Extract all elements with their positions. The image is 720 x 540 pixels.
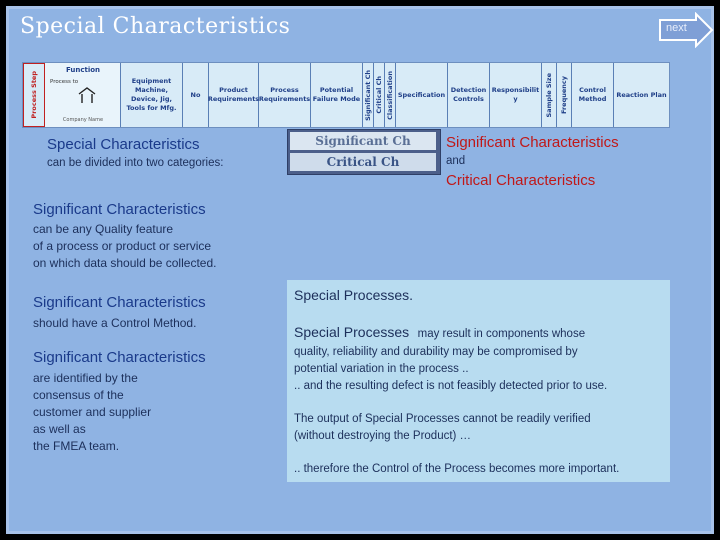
frequency-column <box>557 63 572 127</box>
block2-line1: should have a Control Method. <box>33 316 197 330</box>
sample-size-label: Sample Size <box>544 72 553 118</box>
sig-ch-label: Significant Ch <box>363 69 372 121</box>
process-requirements-column: Process Requirements <box>259 63 311 127</box>
block1-title: Significant Characteristics <box>33 201 206 218</box>
block3-title: Significant Characteristics <box>33 349 206 366</box>
significant-ch-badge: Significant Ch <box>290 132 436 150</box>
special-p1-line2: quality, reliability and durability may be compromised by <box>294 346 578 358</box>
next-button[interactable]: next <box>666 22 687 34</box>
block3-line2: consensus of the <box>33 388 124 402</box>
sig-ch-column <box>363 63 374 127</box>
intro-heading: Special Characteristics <box>47 136 200 153</box>
special-heading: Special Processes. <box>294 287 414 303</box>
block1-line1: can be any Quality feature <box>33 222 174 236</box>
slide-title: Special Characteristics <box>20 14 291 39</box>
classification-column <box>385 63 396 127</box>
critical-ch-column <box>374 63 385 127</box>
product-requirements-column: Product Requirements <box>209 63 259 127</box>
frequency-label: Frequency <box>559 75 568 115</box>
function-column <box>45 63 121 127</box>
critical-ch-label: Critical Ch <box>374 76 383 114</box>
block3-body <box>33 370 151 455</box>
intro-body: can be divided into two categories: <box>47 157 224 169</box>
reaction-plan-column: Reaction Plan <box>616 90 667 99</box>
responsibility-column: Responsibilit y <box>490 63 542 127</box>
special-p1-line4: .. and the resulting defect is not feasibly detected prior to use. <box>294 380 608 392</box>
special-p1-body <box>294 344 607 395</box>
block2-title: Significant Characteristics <box>33 294 206 311</box>
special-p2-line1: The output of Special Processes cannot be readily verified <box>294 413 591 425</box>
category-significant: Significant Characteristics <box>446 134 619 151</box>
block1-line2: of a process or product or service <box>33 239 212 253</box>
classification-label: Classification <box>385 70 394 120</box>
function-foot: Company Name <box>62 117 104 123</box>
block1-line3: on which data should be collected. <box>33 256 217 270</box>
function-title: Function <box>65 66 101 74</box>
critical-ch-badge: Critical Ch <box>290 153 436 171</box>
special-p1-rest: may result in components whose <box>417 328 586 340</box>
potential-failure-column: Potential Failure Mode <box>311 63 363 127</box>
detection-column: Detection Controls <box>448 63 490 127</box>
process-table-strip <box>22 62 670 128</box>
no-column: No <box>183 63 209 127</box>
category-critical: Critical Characteristics <box>446 172 596 189</box>
equipment-column: Equipment Machine, Device, Jig, Tools for Mfg. <box>121 63 183 127</box>
category-and: and <box>446 155 466 167</box>
special-p3-line1: .. therefore the Control of the Process becomes more important. <box>294 463 620 475</box>
special-p1-line3: potential variation in the process .. <box>294 363 469 375</box>
block3-line5: the FMEA team. <box>33 439 120 453</box>
block3-line4: as well as <box>33 422 86 436</box>
process-step-label: Process Step <box>29 71 38 119</box>
special-p1-first-line <box>294 324 585 342</box>
process-step-column <box>23 63 45 127</box>
specification-column: Specification <box>396 63 448 127</box>
control-method-column: Control Method <box>572 63 614 127</box>
block1-body <box>33 221 216 272</box>
function-sub: Process to <box>50 79 79 85</box>
sample-size-column <box>542 63 557 127</box>
characteristic-badge <box>287 129 441 175</box>
block3-line3: customer and supplier <box>33 405 152 419</box>
workstation-icon <box>77 85 97 105</box>
block3-line1: are identified by the <box>33 371 138 385</box>
special-p2-body <box>294 411 591 445</box>
special-p2-line2: (without destroying the Product) … <box>294 430 472 442</box>
special-p1-lead: Special Processes <box>294 324 410 340</box>
